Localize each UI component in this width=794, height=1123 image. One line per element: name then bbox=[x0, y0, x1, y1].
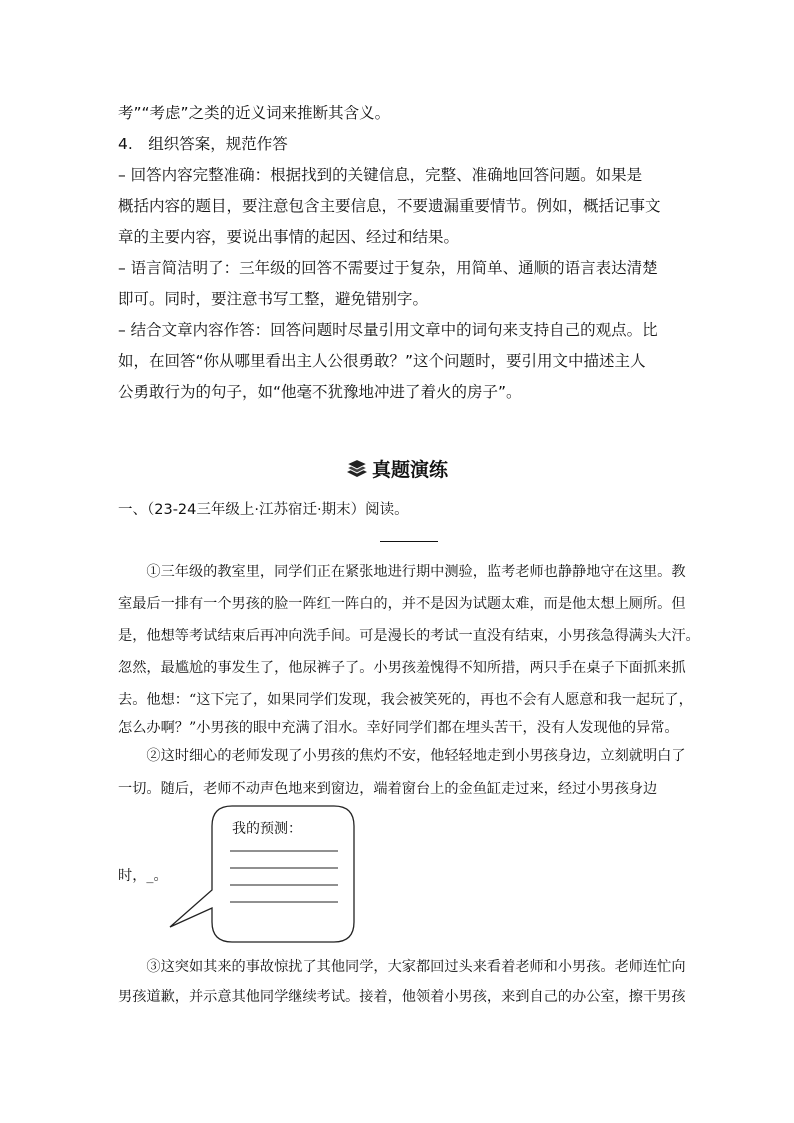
text-line: – 结合文章内容作答：回答问题时尽量引用文章中的词句来支持自己的观点。比 bbox=[118, 321, 658, 339]
passage-line: ①三年级的教室里，同学们正在紧张地进行期中测验，监考老师也静静地守在这里。教 bbox=[118, 564, 686, 580]
passage-line: 时，_。 bbox=[118, 868, 168, 884]
text-line: 概括内容的题目，要注意包含主要信息，不要遗漏重要情节。例如，概括记事文 bbox=[118, 197, 661, 215]
text-line: – 语言简洁明了：三年级的回答不需要过于复杂，用简单、通顺的语言表达清楚 bbox=[118, 259, 658, 277]
text-line: 公勇敢行为的句子，如“他毫不犹豫地冲进了着火的房子”。 bbox=[118, 383, 522, 401]
passage-line: 一切。随后，老师不动声色地来到窗边，端着窗台上的金鱼缸走过来，经过小男孩身边 bbox=[118, 781, 658, 797]
text-line: 章的主要内容，要说出事情的起因、经过和结果。 bbox=[118, 228, 460, 246]
section-title-text: 真题演练 bbox=[371, 459, 448, 481]
passage-line: 怎么办啊？”小男孩的眼中充满了泪水。幸好同学们都在埋头苦干，没有人发现他的异常。 bbox=[118, 720, 679, 736]
passage-line: ③这突如其来的事故惊扰了其他同学，大家都回过头来看着老师和小男孩。老师连忙向 bbox=[118, 959, 686, 975]
answer-blank-line bbox=[380, 541, 438, 542]
passage-line: 是，他想等考试结束后再冲向洗手间。可是漫长的考试一直没有结束，小男孩急得满头大汗。 bbox=[118, 628, 700, 644]
text-line: – 回答内容完整准确：根据找到的关键信息，完整、准确地回答问题。如果是 bbox=[118, 166, 643, 184]
text-line: 即可。同时，要注意书写工整，避免错别字。 bbox=[118, 290, 429, 308]
question-intro: 一、（23-24三年级上·江苏宿迁·期末）阅读。 bbox=[118, 502, 409, 518]
passage-line: 去。他想：“这下完了，如果同学们发现，我会被笑死的，再也不会有人愿意和我一起玩了， bbox=[118, 692, 693, 708]
heading-step-4: 4. 组织答案，规范作答 bbox=[118, 135, 288, 153]
text-line: 如，在回答“你从哪里看出主人公很勇敢？”这个问题时，要引用文中描述主人 bbox=[118, 352, 646, 370]
bubble-label: 我的预测： bbox=[232, 821, 302, 837]
books-stack-icon bbox=[346, 459, 368, 479]
section-title bbox=[0, 455, 794, 482]
passage-line: ②这时细心的老师发现了小男孩的焦灼不安，他轻轻地走到小男孩身边，立刻就明白了 bbox=[118, 748, 686, 764]
text-line: 考”“考虑”之类的近义词来推断其含义。 bbox=[118, 104, 391, 122]
passage-line: 男孩道歉，并示意其他同学继续考试。接着，他领着小男孩，来到自己的办公室，擦干男孩 bbox=[118, 989, 686, 1005]
passage-line: 室最后一排有一个男孩的脸一阵红一阵白的，并不是因为试题太难，而是他太想上厕所。但 bbox=[118, 596, 686, 612]
passage-line: 忽然，最尴尬的事发生了，他尿裤子了。小男孩羞愧得不知所措，两只手在桌子下面抓来抓 bbox=[118, 660, 686, 676]
